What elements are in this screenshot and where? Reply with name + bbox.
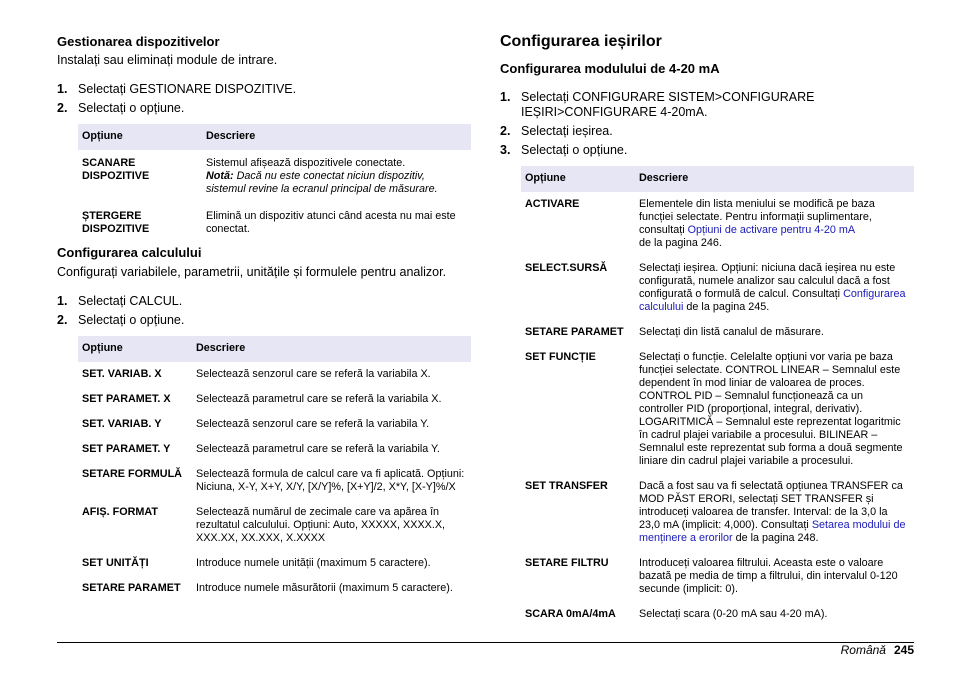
table-header: Descriere [202, 124, 471, 150]
option-name: SETARE PARAMET [525, 326, 624, 338]
table-row [78, 502, 471, 553]
table-header-row [78, 124, 471, 150]
step-item [500, 143, 830, 158]
table-row [78, 204, 471, 244]
option-name: SET. VARIAB. Y [82, 418, 162, 430]
option-name: SET PARAMET. X [82, 393, 171, 405]
option-description: Selectează parametrul care se referă la variabila X. [196, 393, 442, 405]
table-row [78, 439, 471, 464]
step-item [500, 90, 830, 120]
option-description: Selectează parametrul care se referă la variabila Y. [196, 443, 440, 455]
options-table-4-20ma [521, 166, 914, 629]
option-description: Elementele din lista meniului se modifică pe baza funcției selectate. Pentru informații suplimentare, consultați Opțiuni de activare pentru 4-20 mA de la pagina 246. [639, 198, 875, 249]
table-row [521, 258, 914, 322]
option-name: SET PARAMET. Y [82, 443, 171, 455]
table-row [521, 604, 914, 629]
step-item [57, 101, 387, 116]
option-description: Selectați din listă canalul de măsurare. [639, 326, 824, 338]
page-footer [841, 643, 914, 657]
section-intro: Configurați variabilele, parametrii, unitățile și formulele pentru analizor. [57, 265, 447, 279]
option-name: ACTIVARE [525, 198, 580, 210]
footer-language: Română [840, 643, 886, 657]
option-description: Dacă a fost sau va fi selectată opțiunea TRANSFER ca MOD PĂST ERORI, selectați SET TRANSFER și introduceți valoarea de transfer. Interval: de la 3,0 la 23,0 mA (implicit: 4,000). Consultați Setarea modului de menținere a erorilor de la pagina 248. [639, 480, 906, 544]
table-row [521, 553, 914, 604]
option-name: SET. VARIAB. X [82, 368, 162, 380]
section-subtitle: Configurarea modulului de 4-20 mA [500, 61, 720, 76]
table-header-row [521, 166, 914, 192]
step-item [500, 124, 830, 139]
step-number: 1. [57, 82, 68, 96]
option-description: Elimină un dispozitiv atunci când acesta nu mai este conectat. [206, 210, 456, 235]
table-row [78, 150, 471, 204]
table-header: Opțiune [521, 166, 635, 192]
step-item [57, 294, 387, 309]
option-description: Selectează formula de calcul care va fi aplicată. Opțiuni: Niciuna, X-Y, X+Y, X/Y, [X/Y]%, [X+Y]/2, X*Y, [X-Y]%/X [196, 468, 465, 493]
table-header: Descriere [635, 166, 914, 192]
step-text: Selectați o opțiune. [78, 313, 185, 327]
options-table-devices [78, 124, 471, 244]
step-text: Selectați o opțiune. [78, 101, 185, 115]
table-header: Descriere [192, 336, 471, 362]
cross-reference-link[interactable]: Opțiuni de activare pentru 4-20 mA [687, 224, 856, 236]
table-row [521, 476, 914, 553]
option-name: SETARE PARAMET [82, 582, 181, 594]
note-text: Notă: Dacă nu este conectat niciun dispozitiv, sistemul revine la ecranul principal de măsurare. [206, 170, 438, 195]
step-number: 2. [500, 124, 511, 138]
cross-reference-link[interactable]: Configurarea calculului [639, 288, 906, 313]
option-name: AFIȘ. FORMAT [82, 506, 158, 518]
table-header: Opțiune [78, 336, 192, 362]
step-number: 1. [57, 294, 68, 308]
option-name: SET UNITĂȚI [82, 557, 149, 569]
step-number: 1. [500, 90, 511, 104]
page-title: Configurarea ieșirilor [500, 33, 662, 50]
page-number: 245 [893, 643, 914, 657]
option-name: SETARE FORMULĂ [82, 468, 182, 480]
step-text: Selectați o opțiune. [521, 143, 628, 157]
option-name: SET TRANSFER [525, 480, 608, 492]
table-row [521, 322, 914, 347]
option-description: Selectați o funcție. Celelalte opțiuni vor varia pe baza funcției selectate. CONTROL LINEAR – Semnalul este dependent în mod liniar de valoarea de proces. CONTROL PID – Semnalul funcționează ca un controller PID (proporțional, integral, derivativ). LOGARITMICĂ – Semnalul este reprezentat logaritmic în cadrul plajei variabile a procesului. BILINEAR – Semnalul este reprezentat sub forma a două segmente liniare din cadrul plajei variabile a procesului. [639, 351, 903, 467]
step-number: 2. [57, 101, 68, 115]
option-description: Selectați scara (0-20 mA sau 4-20 mA). [639, 608, 828, 620]
step-item [57, 313, 387, 328]
table-row [78, 414, 471, 439]
option-description: Selectează senzorul care se referă la variabila X. [196, 368, 431, 380]
option-name: ȘTERGERE DISPOZITIVE [82, 210, 150, 235]
option-description: Selectează senzorul care se referă la variabila Y. [196, 418, 430, 430]
step-number: 3. [500, 143, 511, 157]
table-row [78, 389, 471, 414]
step-text: Selectați CONFIGURARE SISTEM>CONFIGURARE IEȘIRI>CONFIGURARE 4-20mA. [521, 90, 815, 119]
table-row [521, 347, 914, 476]
option-description: Introduce numele unității (maximum 5 caractere). [196, 557, 431, 569]
section-intro: Instalați sau eliminați module de intrare. [57, 53, 278, 67]
step-text: Selectați GESTIONARE DISPOZITIVE. [78, 82, 297, 96]
table-header-row [78, 336, 471, 362]
step-text: Selectați ieșirea. [521, 124, 613, 138]
option-name: SET FUNCȚIE [525, 351, 596, 363]
table-row [78, 553, 471, 578]
table-header: Opțiune [78, 124, 202, 150]
option-description: Sistemul afișează dispozitivele conectate. Notă: Dacă nu este conectat niciun dispozitiv, sistemul revine la ecranul principal de măsurare. [206, 157, 438, 195]
table-row [521, 192, 914, 258]
cross-reference-link[interactable]: Setarea modului de menținere a erorilor [639, 519, 906, 544]
option-name: SCANARE DISPOZITIVE [82, 157, 150, 182]
step-number: 2. [57, 313, 68, 327]
option-name: SCARA 0mA/4mA [525, 608, 616, 620]
step-item [57, 82, 387, 97]
footer-divider [57, 642, 914, 643]
section-title-calculation: Configurarea calculului [57, 245, 202, 260]
table-row [78, 464, 471, 502]
table-row [78, 362, 471, 389]
table-row [78, 578, 471, 603]
section-title-device-management: Gestionarea dispozitivelor [57, 34, 220, 49]
option-description: Selectează numărul de zecimale care va apărea în rezultatul calculului. Opțiuni: Auto, XXXXX, XXXX.X, XXX.XX, XX.XXX, X.XXXX [196, 506, 446, 544]
option-description: Selectați ieșirea. Opțiuni: niciuna dacă ieșirea nu este configurată, numele analizor sau calculul dacă a fost configurată o formulă de calcul. Consultați Configurarea calculului de la pagina 245. [639, 262, 906, 313]
step-text: Selectați CALCUL. [78, 294, 183, 308]
option-name: SELECT.SURSĂ [525, 262, 608, 274]
option-description: Introduceți valoarea filtrului. Aceasta este o valoare bazată pe media de timp a filtrului, din intervalul 0-120 secunde (implicit: 0). [639, 557, 898, 595]
option-name: SETARE FILTRU [525, 557, 609, 569]
options-table-calculation [78, 336, 471, 603]
option-description: Introduce numele măsurătorii (maximum 5 caractere). [196, 582, 453, 594]
